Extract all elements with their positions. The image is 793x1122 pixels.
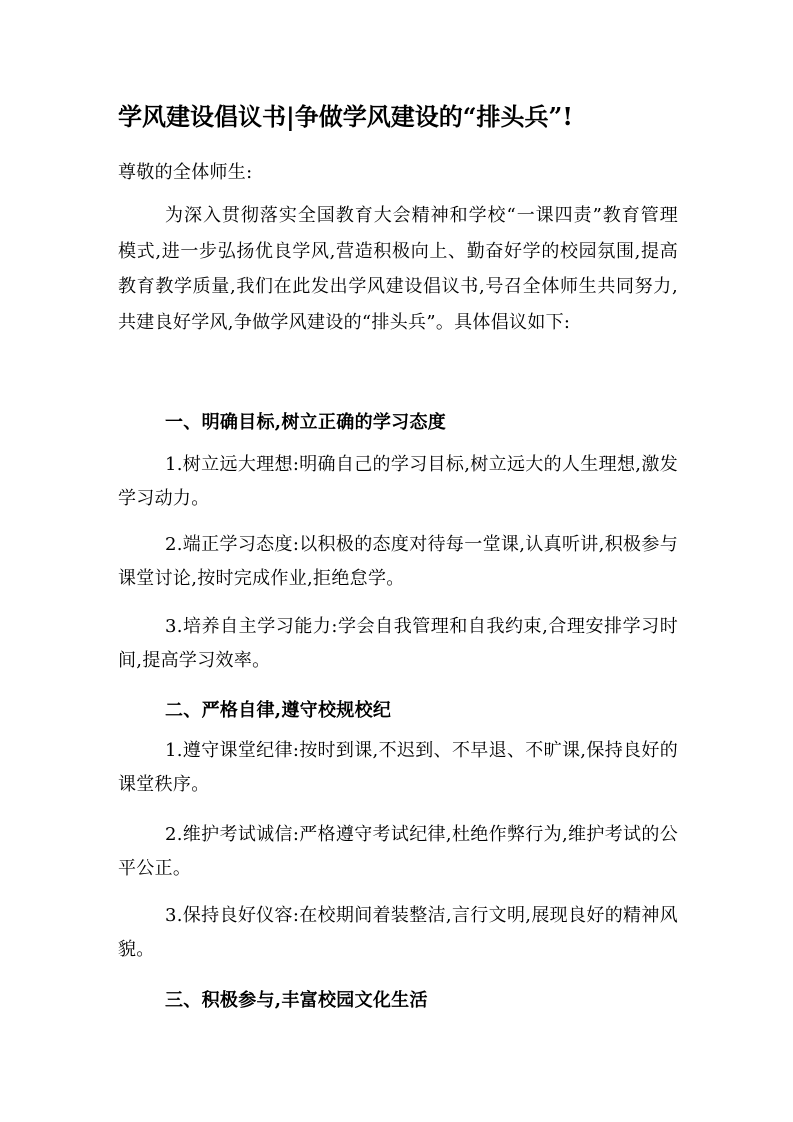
section-heading-3: 三、积极参与,丰富校园文化生活 xyxy=(165,990,428,1011)
section-1-item-1: 1.树立远大理想:明确自己的学习目标,树立远大的人生理想,激发学习动力。 xyxy=(118,454,678,509)
section-2-item-1: 1.遵守课堂纪律:按时到课,不迟到、不早退、不旷课,保持良好的课堂秩序。 xyxy=(118,740,678,795)
section-heading-1: 一、明确目标,树立正确的学习态度 xyxy=(165,412,447,433)
section-2-item-3: 3.保持良好仪容:在校期间着装整洁,言行文明,展现良好的精神风貌。 xyxy=(118,905,678,960)
salutation: 尊敬的全体师生: xyxy=(118,162,253,183)
intro-paragraph: 为深入贯彻落实全国教育大会精神和学校“一课四责”教育管理模式,进一步弘扬优良学风,营造积极向上、勤奋好学的校园氛围,提高教育教学质量,我们在此发出学风建设倡议书,号召全体师生共同努力,共建良好学风,争做学风建设的“排头兵”。具体倡议如下: xyxy=(118,205,678,333)
section-1-item-3: 3.培养自主学习能力:学会自我管理和自我约束,合理安排学习时间,提高学习效率。 xyxy=(118,616,678,671)
document-title: 学风建设倡议书|争做学风建设的“排头兵”! xyxy=(118,102,573,131)
section-heading-2: 二、严格自律,遵守校规校纪 xyxy=(165,700,392,721)
section-1-item-2: 2.端正学习态度:以积极的态度对待每一堂课,认真听讲,积极参与课堂讨论,按时完成作业,拒绝怠学。 xyxy=(118,534,678,589)
section-2-item-2: 2.维护考试诚信:严格遵守考试纪律,杜绝作弊行为,维护考试的公平公正。 xyxy=(118,824,678,879)
